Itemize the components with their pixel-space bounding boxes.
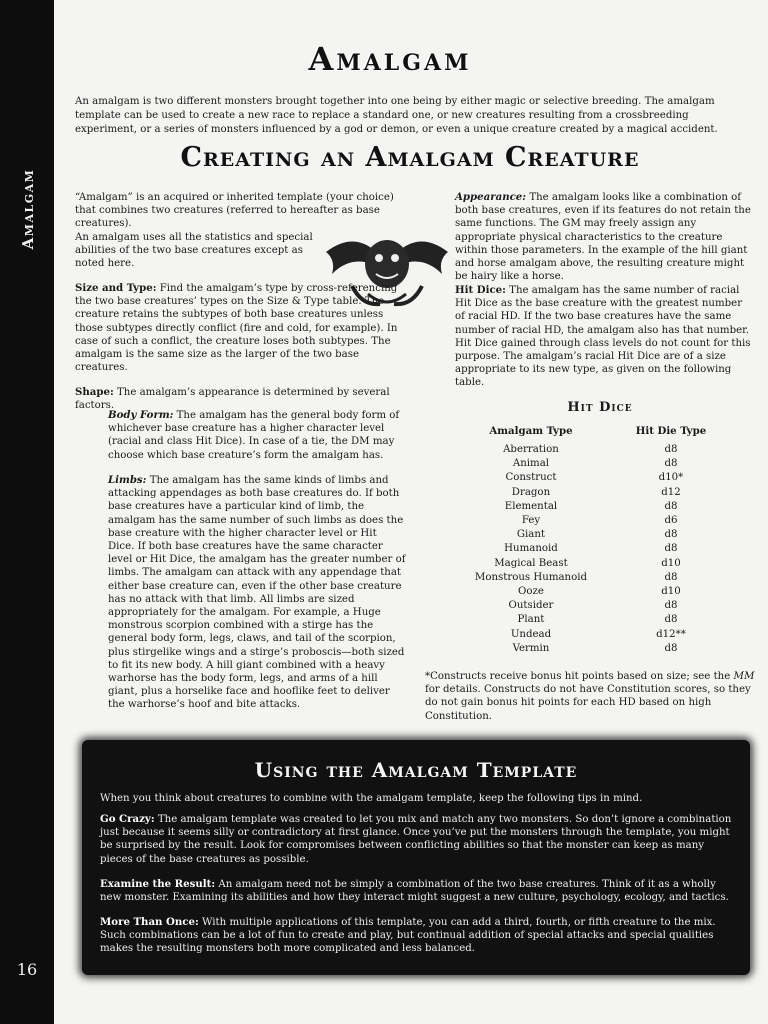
tip-text: The amalgam template was created to let you mix and match any two monsters. So don’t ignore a combination just because it seems silly or contradictory at first glance. Once you’ve put the monsters through the template, you might be surprised by the result. Look for compromises between conflicting abilities so that the monster can keep as many pieces of the base creatures as possible. xyxy=(100,814,732,865)
intro-paragraph: An amalgam is two different monsters brought together into one being by either magic or selective breeding. The amalgam template can be used to create a new race to replace a standard one, or new creatures resulting from a crossbreeding experiment, or a series of monsters influenced by a god or demon, or even a unique creature created by a magical accident. xyxy=(75,96,718,135)
type-cell: Plant xyxy=(517,614,545,626)
tips-intro: When you think about creatures to combine with the amalgam template, keep the following tips in mind. xyxy=(100,793,643,804)
table-header-row xyxy=(445,425,725,443)
table-row xyxy=(445,613,725,627)
column-header: Amalgam Type xyxy=(489,425,573,437)
appearance-paragraph xyxy=(455,191,753,283)
tip-label: Examine the Result: xyxy=(100,878,216,890)
shape-label: Shape: xyxy=(75,386,114,398)
type-cell: Construct xyxy=(505,472,557,484)
die-cell: d8 xyxy=(664,529,678,541)
shape-text: The amalgam’s appearance is determined by several factors. xyxy=(75,387,390,412)
template-paragraph: “Amalgam” is an acquired or inherited template (your choice) that combines two creatures (referred to hereafter as base creatures). xyxy=(75,192,394,230)
table-row xyxy=(445,557,725,571)
tips-box-title: Using the Amalgam Template xyxy=(254,758,578,782)
die-cell: d10 xyxy=(661,557,681,569)
hit-dice-text: The amalgam has the same number of racial Hit Dice as the base creature with the greatest number of racial HD. If the two base creatures have the same number of racial HD, the amalgam also has that number. Hit Dice gained through class levels do not count for this purpose. The amalgam’s racial Hit Dice are of a size appropriate to its new type, as given on the following table. xyxy=(455,285,751,389)
die-cell: d8 xyxy=(664,642,678,654)
column-header: Hit Die Type xyxy=(635,425,707,437)
type-cell: Dragon xyxy=(511,486,551,498)
table-row xyxy=(445,642,725,656)
type-cell: Ooze xyxy=(518,586,544,598)
die-cell: d12 xyxy=(661,486,681,498)
body-form-text: The amalgam has the general body form of whichever base creature has a higher character level (racial and class Hit Dice). In case of a tie, the DM may choose which base creature’s form the amalgam has. xyxy=(108,410,400,461)
table-row xyxy=(445,585,725,599)
type-cell: Monstrous Humanoid xyxy=(474,571,588,583)
type-cell: Vermin xyxy=(512,642,550,654)
die-cell: d8 xyxy=(664,600,678,612)
appearance-label: Appearance: xyxy=(455,191,527,203)
section-heading: Creating an Amalgam Creature xyxy=(180,142,640,173)
die-cell: d8 xyxy=(664,458,678,470)
hit-dice-paragraph xyxy=(455,284,753,390)
die-cell: d10 xyxy=(661,586,681,598)
type-cell: Magical Beast xyxy=(494,557,568,569)
appearance-text: The amalgam looks like a combination of both base creatures, even if its features do not retain the same functions. The GM may freely assign any appropriate physical characteristics to the creature within those parameters. In the example of the hill giant and horse amalgam above, the resulting creature might be hairy like a horse. xyxy=(455,192,751,283)
die-cell: d8 xyxy=(664,444,678,455)
die-cell: d10* xyxy=(658,472,684,484)
table-row xyxy=(445,542,725,556)
side-bar xyxy=(0,0,54,1024)
type-cell: Aberration xyxy=(503,444,559,455)
size-type-label: Size and Type: xyxy=(75,282,157,294)
tip-label: More Than Once: xyxy=(100,916,199,928)
table-row xyxy=(445,514,725,528)
type-cell: Humanoid xyxy=(504,543,558,555)
table-row xyxy=(445,528,725,542)
sidebar-title: Amalgam xyxy=(19,168,37,250)
table-footnote xyxy=(425,670,755,723)
type-cell: Outsider xyxy=(508,600,554,612)
size-type-paragraph xyxy=(75,282,405,374)
type-cell: Elemental xyxy=(504,500,558,512)
page-title: Amalgam xyxy=(308,40,472,78)
body-form-paragraph xyxy=(108,409,406,462)
table-row xyxy=(445,571,725,585)
table-row xyxy=(445,471,725,485)
limbs-text: The amalgam has the same kinds of limbs and attacking appendages as both base creatures do. If both base creatures have a particular kind of limb, the amalgam has the same number of such limbs as does the base creature with the higher character level or Hit Dice. If both base creatures have the same character level or Hit Dice, the amalgam has the greater number of limbs. The amalgam can attack with any appendage that either base creature can, even if the other base creature has no attack with that limb. All limbs are sized appropriately for the amalgam. For example, a Huge monstrous scorpion combined with a stirge has the general body form, legs, claws, and tail of the scorpion, plus stirgelike wings and a stirge’s proboscis—both sized to fit its new body. A hill giant combined with a heavy warhorse has the body form, legs, and arms of a hill giant, plus a horselike face and hooflike feet to deliver the warhorse’s hoof and bite attacks. xyxy=(108,475,406,711)
tip-examine-result xyxy=(100,878,732,904)
table-row xyxy=(445,443,725,457)
footnote-text-a: *Constructs receive bonus hit points based on size; see the xyxy=(425,671,731,682)
type-cell: Undead xyxy=(510,628,552,640)
tip-label: Go Crazy: xyxy=(100,813,155,825)
table-row xyxy=(445,457,725,471)
tip-more-than-once xyxy=(100,916,732,956)
footnote-text-b: for details. Constructs do not have Constitution scores, so they do not gain bonus hit points for each HD based on high Constitution. xyxy=(425,684,751,722)
footnote-book-ref: MM xyxy=(733,671,755,682)
type-cell: Animal xyxy=(512,458,550,470)
die-cell: d6 xyxy=(664,515,678,527)
tip-text: With multiple applications of this template, you can add a third, fourth, or fifth creature to the mix. Such combinations can be a lot of fun to create and play, but continual addition of special attacks and special qualities makes the resulting monsters both more complicated and less balanced. xyxy=(100,917,716,955)
base-stats-paragraph: An amalgam uses all the statistics and special abilities of the two base creatures except as noted here. xyxy=(75,232,313,270)
type-cell: Giant xyxy=(516,529,546,541)
limbs-label: Limbs: xyxy=(108,474,147,486)
table-row xyxy=(445,500,725,514)
hit-dice-table-title: Hit Dice xyxy=(567,400,633,415)
limbs-paragraph xyxy=(108,474,406,712)
page-number: 16 xyxy=(16,960,38,979)
hit-dice-label: Hit Dice: xyxy=(455,284,506,296)
tip-go-crazy xyxy=(100,813,732,866)
body-form-label: Body Form: xyxy=(108,409,174,421)
table-row xyxy=(445,628,725,642)
tip-text: An amalgam need not be simply a combination of the two base creatures. Think of it as a wholly new monster. Examining its abilities and how they interact might suggest a new culture, psychology, ecology, and tactics. xyxy=(100,879,729,904)
type-cell: Fey xyxy=(521,515,541,527)
table-row xyxy=(445,599,725,613)
table-row xyxy=(445,486,725,500)
die-cell: d8 xyxy=(664,543,678,555)
hit-dice-table xyxy=(445,425,725,656)
die-cell: d8 xyxy=(664,614,678,626)
die-cell: d8 xyxy=(664,500,678,512)
die-cell: d12** xyxy=(656,628,686,640)
size-type-text: Find the amalgam’s type by cross-referencing the two base creatures’ types on the Size & Type table. The creature retains the subtypes of both base creatures unless those subtypes directly conflict (fire and cold, for example). In case of such a conflict, the creature loses both subtypes. The amalgam is the same size as the larger of the two base creatures. xyxy=(75,283,398,374)
die-cell: d8 xyxy=(664,571,678,583)
tips-box xyxy=(82,740,750,975)
